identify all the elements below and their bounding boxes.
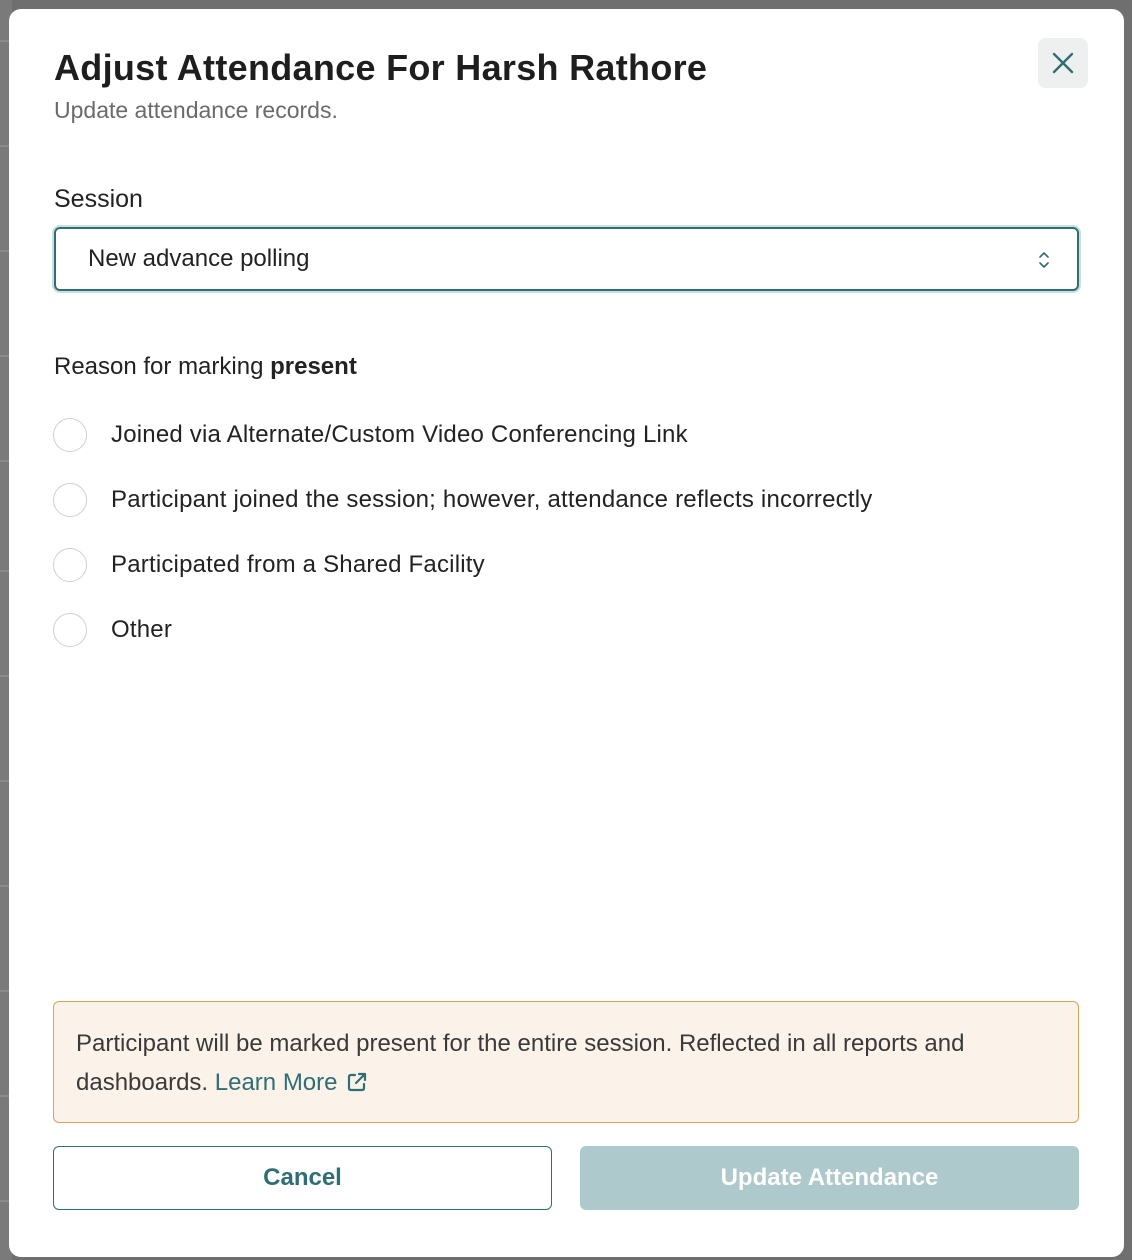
radio-button[interactable] [53, 613, 87, 647]
notice-text: Participant will be marked present for the entire session. Reflected in all reports and dashboards. [76, 1030, 965, 1096]
reason-option[interactable] [53, 467, 1093, 532]
reason-label-emphasis: present [270, 353, 357, 380]
chevron-up-down-icon [1037, 249, 1051, 271]
reason-option-label: Participant joined the session; however, attendance reflects incorrectly [111, 485, 873, 513]
session-label: Session [54, 185, 143, 213]
close-icon [1051, 51, 1075, 75]
session-selected-value: New advance polling [88, 245, 310, 272]
cancel-button[interactable]: Cancel [53, 1146, 552, 1210]
reason-option-label: Participated from a Shared Facility [111, 550, 485, 578]
reason-option[interactable] [53, 402, 1093, 467]
radio-button[interactable] [53, 483, 87, 517]
modal-title: Adjust Attendance For Harsh Rathore [54, 47, 708, 88]
external-link-icon [346, 1071, 368, 1093]
reason-option[interactable] [53, 532, 1093, 597]
reason-label [54, 353, 357, 381]
learn-more-link[interactable] [215, 1069, 368, 1096]
radio-button[interactable] [53, 418, 87, 452]
reason-options [53, 402, 1093, 662]
reason-option-label: Other [111, 615, 173, 643]
reason-option[interactable] [53, 597, 1093, 662]
close-button[interactable] [1038, 38, 1088, 88]
update-attendance-button[interactable]: Update Attendance [580, 1146, 1079, 1210]
info-notice [53, 1001, 1079, 1123]
adjust-attendance-modal [9, 9, 1124, 1257]
reason-option-label: Joined via Alternate/Custom Video Conferencing Link [111, 420, 688, 448]
learn-more-label: Learn More [214, 1069, 338, 1096]
session-select[interactable] [54, 227, 1079, 291]
radio-button[interactable] [53, 548, 87, 582]
reason-label-prefix: Reason for marking [54, 353, 264, 380]
modal-subtitle: Update attendance records. [54, 97, 338, 123]
